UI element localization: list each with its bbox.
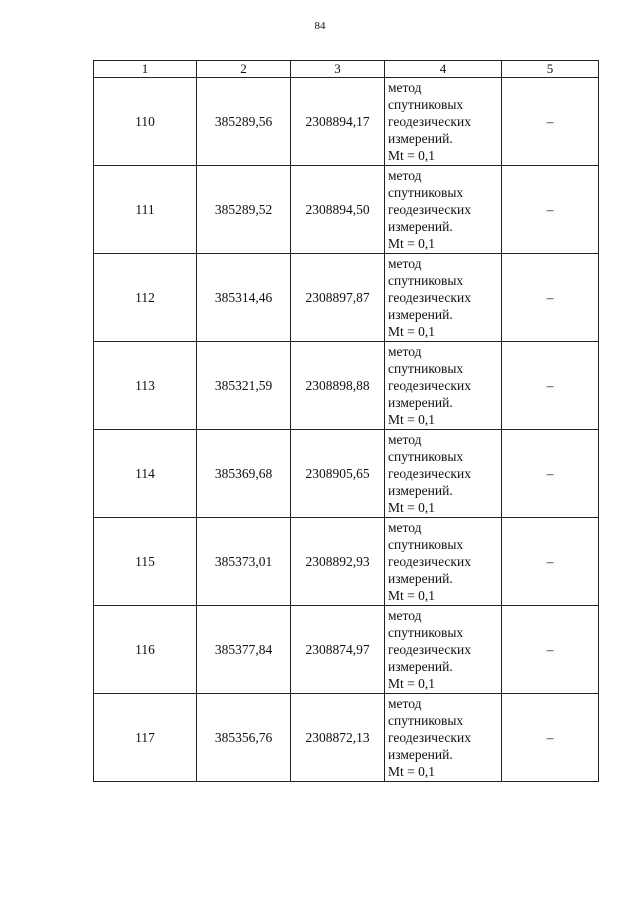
x-coordinate-cell: 385321,59	[197, 342, 291, 430]
method-cell	[385, 166, 502, 254]
method-cell	[385, 694, 502, 782]
table-row	[94, 430, 599, 518]
method-line: спутниковых	[388, 625, 464, 640]
method-cell	[385, 606, 502, 694]
point-number-cell: 112	[94, 254, 197, 342]
column-header-1: 1	[94, 61, 197, 78]
method-cell	[385, 430, 502, 518]
note-cell: –	[502, 342, 599, 430]
note-cell: –	[502, 166, 599, 254]
page-number: 84	[314, 20, 326, 32]
method-line: спутниковых	[388, 713, 464, 728]
method-line: геодезических	[388, 114, 471, 129]
method-line: спутниковых	[388, 361, 464, 376]
method-line: геодезических	[388, 290, 471, 305]
y-coordinate-cell: 2308872,13	[291, 694, 385, 782]
note-cell: –	[502, 430, 599, 518]
method-cell	[385, 518, 502, 606]
y-coordinate-cell: 2308897,87	[291, 254, 385, 342]
y-coordinate-cell: 2308894,17	[291, 78, 385, 166]
method-cell	[385, 342, 502, 430]
point-number-cell: 111	[94, 166, 197, 254]
table-body	[94, 78, 599, 782]
column-header-2: 2	[197, 61, 291, 78]
y-coordinate-cell: 2308894,50	[291, 166, 385, 254]
method-line: измерений.	[388, 571, 453, 586]
method-line: Mt = 0,1	[388, 412, 435, 427]
y-coordinate-cell: 2308905,65	[291, 430, 385, 518]
method-cell	[385, 78, 502, 166]
method-line: метод	[388, 168, 422, 183]
method-line: метод	[388, 608, 422, 623]
column-header-5: 5	[502, 61, 599, 78]
method-line: измерений.	[388, 307, 453, 322]
method-line: геодезических	[388, 554, 471, 569]
method-line: метод	[388, 256, 422, 271]
table-row	[94, 694, 599, 782]
x-coordinate-cell: 385373,01	[197, 518, 291, 606]
point-number-cell: 117	[94, 694, 197, 782]
x-coordinate-cell: 385377,84	[197, 606, 291, 694]
table-row	[94, 606, 599, 694]
method-line: геодезических	[388, 466, 471, 481]
table-row	[94, 254, 599, 342]
method-line: спутниковых	[388, 449, 464, 464]
point-number-cell: 116	[94, 606, 197, 694]
column-header-3: 3	[291, 61, 385, 78]
method-line: спутниковых	[388, 185, 464, 200]
table-row	[94, 78, 599, 166]
method-line: метод	[388, 344, 422, 359]
point-number-cell: 115	[94, 518, 197, 606]
method-cell	[385, 254, 502, 342]
note-cell: –	[502, 254, 599, 342]
method-line: спутниковых	[388, 537, 464, 552]
method-line: измерений.	[388, 131, 453, 146]
method-line: Mt = 0,1	[388, 588, 435, 603]
y-coordinate-cell: 2308874,97	[291, 606, 385, 694]
method-line: Mt = 0,1	[388, 676, 435, 691]
method-line: геодезических	[388, 202, 471, 217]
method-line: спутниковых	[388, 97, 464, 112]
method-line: геодезических	[388, 378, 471, 393]
point-number-cell: 113	[94, 342, 197, 430]
x-coordinate-cell: 385314,46	[197, 254, 291, 342]
point-number-cell: 110	[94, 78, 197, 166]
x-coordinate-cell: 385369,68	[197, 430, 291, 518]
method-line: геодезических	[388, 730, 471, 745]
x-coordinate-cell: 385289,52	[197, 166, 291, 254]
table-row	[94, 518, 599, 606]
method-line: измерений.	[388, 659, 453, 674]
method-line: метод	[388, 520, 422, 535]
x-coordinate-cell: 385356,76	[197, 694, 291, 782]
method-line: измерений.	[388, 219, 453, 234]
y-coordinate-cell: 2308892,93	[291, 518, 385, 606]
method-line: Mt = 0,1	[388, 764, 435, 779]
note-cell: –	[502, 606, 599, 694]
column-header-4: 4	[385, 61, 502, 78]
method-line: геодезических	[388, 642, 471, 657]
coordinates-table	[93, 60, 599, 782]
table-header-row	[94, 61, 599, 78]
method-line: измерений.	[388, 747, 453, 762]
method-line: Mt = 0,1	[388, 236, 435, 251]
note-cell: –	[502, 694, 599, 782]
y-coordinate-cell: 2308898,88	[291, 342, 385, 430]
method-line: измерений.	[388, 395, 453, 410]
method-line: Mt = 0,1	[388, 324, 435, 339]
point-number-cell: 114	[94, 430, 197, 518]
method-line: Mt = 0,1	[388, 500, 435, 515]
method-line: спутниковых	[388, 273, 464, 288]
method-line: Mt = 0,1	[388, 148, 435, 163]
method-line: метод	[388, 432, 422, 447]
table-row	[94, 342, 599, 430]
x-coordinate-cell: 385289,56	[197, 78, 291, 166]
note-cell: –	[502, 518, 599, 606]
note-cell: –	[502, 78, 599, 166]
method-line: метод	[388, 80, 422, 95]
method-line: измерений.	[388, 483, 453, 498]
table-row	[94, 166, 599, 254]
method-line: метод	[388, 696, 422, 711]
